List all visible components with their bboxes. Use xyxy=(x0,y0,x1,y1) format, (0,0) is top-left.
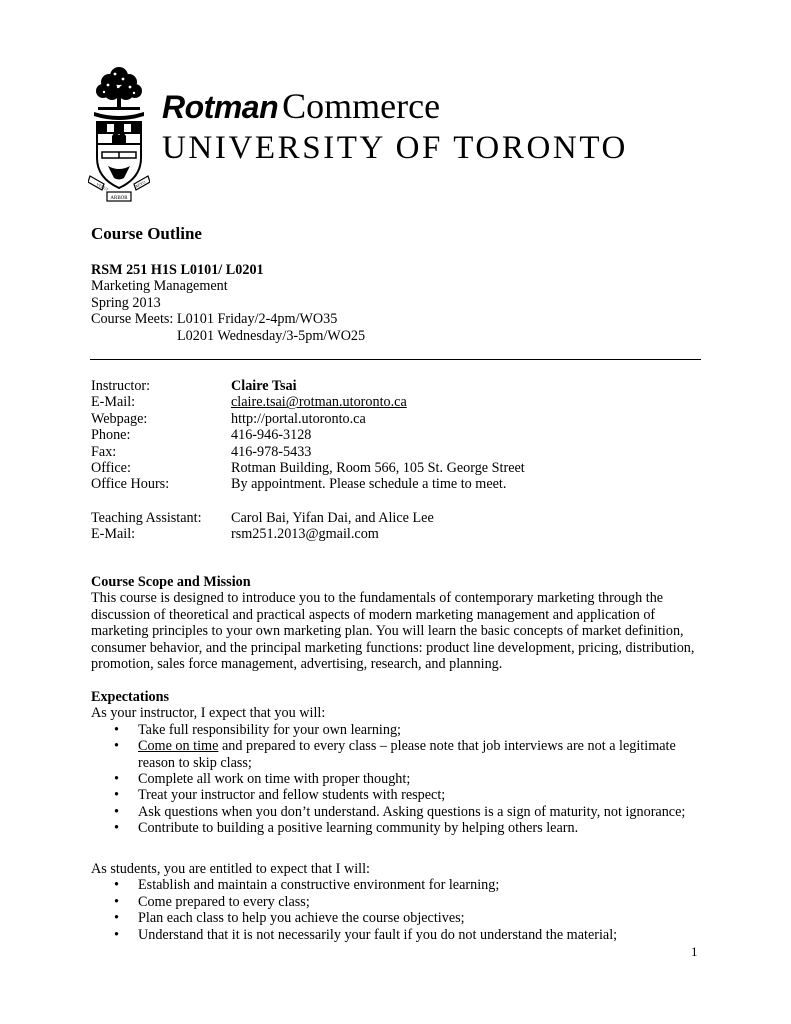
expectations-section xyxy=(91,689,703,837)
list-item xyxy=(91,804,703,820)
scope-line: This course is designed to introduce you to the fundamentals of contemporary marketing through the xyxy=(91,590,664,607)
fax-value: 416-978-5433 xyxy=(231,443,312,460)
bullet-icon: • xyxy=(114,926,119,943)
bullet-icon: • xyxy=(114,820,119,837)
list-item-text: Complete all work on time with proper thought; xyxy=(138,771,411,788)
student-expectations-section xyxy=(91,861,703,943)
expectations-heading: Expectations xyxy=(91,689,170,705)
office-hours-label: Office Hours: xyxy=(91,476,170,493)
course-meets-line xyxy=(91,311,365,327)
ta-row xyxy=(91,510,711,526)
crest-motto-bottom: ARBOR xyxy=(110,196,128,201)
instructor-label: Instructor: xyxy=(91,378,151,394)
email-row xyxy=(91,394,711,410)
email-label: E-Mail: xyxy=(91,394,136,411)
instructor-row xyxy=(91,378,711,394)
instructor-name: Claire Tsai xyxy=(231,378,297,394)
course-meets-1: L0101 Friday/2-4pm/WO35 xyxy=(176,311,338,328)
list-item-emphasis: Come on time xyxy=(138,738,219,755)
course-meets-2: L0201 Wednesday/3-5pm/WO25 xyxy=(177,327,366,344)
office-value: Rotman Building, Room 566, 105 St. George Street xyxy=(231,460,525,477)
scope-line: consumer behavior, and the principal marketing functions: product line development, pricing, distribution, xyxy=(91,639,695,656)
office-label: Office: xyxy=(91,460,131,477)
horizontal-divider xyxy=(90,359,701,360)
fax-label: Fax: xyxy=(91,443,117,460)
webpage-row xyxy=(91,411,711,427)
brand-rotman: Rotman xyxy=(162,89,279,125)
list-item xyxy=(91,722,703,738)
list-item xyxy=(91,820,703,836)
list-item xyxy=(91,771,703,787)
course-name: Marketing Management xyxy=(91,278,228,295)
expectations-intro: As your instructor, I expect that you will: xyxy=(91,705,326,722)
page-number: 1 xyxy=(691,944,698,959)
office-row xyxy=(91,460,711,476)
student-expectations-intro: As students, you are entitled to expect that I will: xyxy=(91,861,370,877)
list-item xyxy=(91,894,703,910)
phone-row xyxy=(91,427,711,443)
ta-label: Teaching Assistant: xyxy=(91,509,202,526)
brand-commerce: Commerce xyxy=(282,86,441,126)
ta-email-row xyxy=(91,526,711,542)
list-item-text: and prepared to every class – please note that job interviews are not a legitimate xyxy=(221,738,676,755)
ta-email-label: E-Mail: xyxy=(91,526,136,543)
list-item-text: Plan each class to help you achieve the course objectives; xyxy=(138,910,465,927)
brand-university: UNIVERSITY OF TORONTO xyxy=(162,130,628,166)
bullet-icon: • xyxy=(114,771,119,788)
list-item xyxy=(91,927,703,943)
webpage-label: Webpage: xyxy=(91,410,148,427)
course-info-block xyxy=(91,262,365,344)
scope-line: marketing principles to your own marketing plan. You will learn the basic concepts of market definition, xyxy=(91,623,684,640)
course-code: RSM 251 H1S L0101/ L0201 xyxy=(91,262,264,278)
bullet-icon: • xyxy=(114,893,119,910)
course-term: Spring 2013 xyxy=(91,294,161,311)
bullet-icon: • xyxy=(114,721,119,738)
phone-value: 416-946-3128 xyxy=(231,427,312,444)
bullet-icon: • xyxy=(114,877,119,894)
list-item-text: Ask questions when you don’t understand. Asking questions is a sign of maturity, not ignorance; xyxy=(138,803,686,820)
scope-heading: Course Scope and Mission xyxy=(91,574,251,590)
scope-line: discussion of theoretical and practical aspects of modern marketing management and application of xyxy=(91,606,656,623)
phone-label: Phone: xyxy=(91,427,131,444)
email-link[interactable]: claire.tsai@rotman.utoronto.ca xyxy=(231,394,407,411)
university-crest-logo xyxy=(88,60,150,206)
bullet-icon: • xyxy=(114,787,119,804)
contact-info xyxy=(91,378,711,543)
list-item xyxy=(91,738,703,771)
list-item-text: Come prepared to every class; xyxy=(138,893,310,910)
ta-email-value: rsm251.2013@gmail.com xyxy=(231,526,379,543)
fax-row xyxy=(91,444,711,460)
ta-value: Carol Bai, Yifan Dai, and Alice Lee xyxy=(231,509,434,526)
office-hours-value: By appointment. Please schedule a time to meet. xyxy=(231,476,507,493)
scope-section xyxy=(91,574,703,672)
bullet-icon: • xyxy=(114,910,119,927)
student-expectations-list xyxy=(91,877,703,943)
list-item-text-cont: reason to skip class; xyxy=(138,754,252,771)
list-item xyxy=(91,877,703,893)
page-title: Course Outline xyxy=(91,224,202,243)
list-item xyxy=(91,910,703,926)
list-item-text: Establish and maintain a constructive environment for learning; xyxy=(138,877,500,894)
list-item-text: Treat your instructor and fellow students with respect; xyxy=(138,787,446,804)
list-item-text: Take full responsibility for your own learning; xyxy=(138,721,401,738)
webpage-value: http://portal.utoronto.ca xyxy=(231,410,366,427)
bullet-icon: • xyxy=(114,738,119,755)
course-meets-label: Course Meets: xyxy=(91,311,174,328)
crest-motto-right: AEVO xyxy=(134,179,147,189)
list-item-text: Understand that it is not necessarily your fault if you do not understand the material; xyxy=(138,926,618,943)
instructor-expectations-list xyxy=(91,722,703,837)
crest-motto-left: VELUT xyxy=(95,181,110,193)
scope-line: promotion, sales force management, advertising, research, and planning. xyxy=(91,656,503,673)
bullet-icon: • xyxy=(114,803,119,820)
list-item-text: Contribute to building a positive learning community by helping others learn. xyxy=(138,820,579,837)
office-hours-row xyxy=(91,476,711,492)
brand-wordmark xyxy=(162,86,441,126)
list-item xyxy=(91,787,703,803)
